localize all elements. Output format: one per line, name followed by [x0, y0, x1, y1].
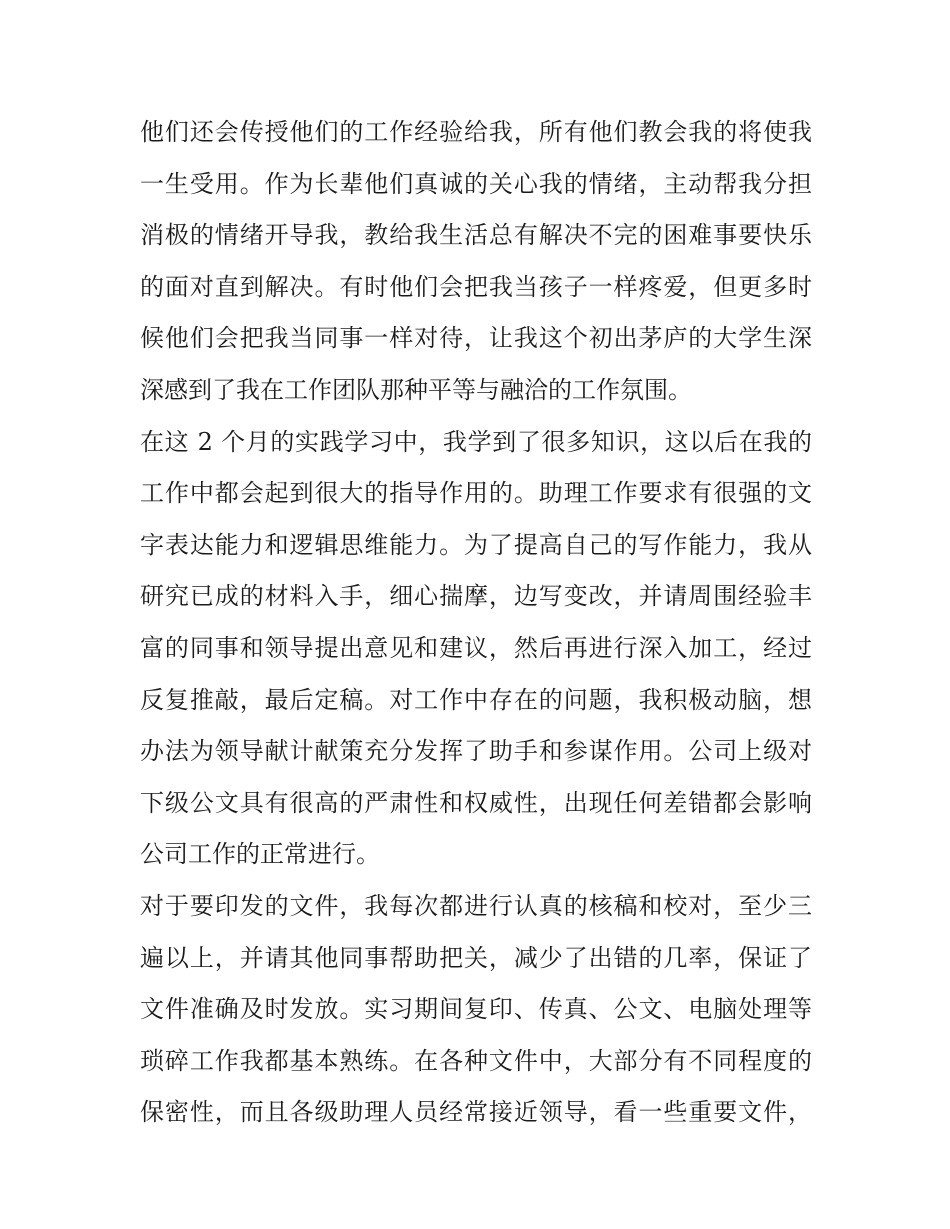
- paragraph-2: [140, 417, 812, 881]
- text-line: 字表达能力和逻辑思维能力。为了提高自己的写作能力，我从: [140, 530, 812, 559]
- text-line: 他们还会传授他们的工作经验给我，所有他们教会我的将使我: [140, 118, 812, 146]
- paragraph-1: [140, 107, 812, 417]
- text-line: 一生受用。作为长辈他们真诚的关心我的情绪，主动帮我分担: [140, 169, 812, 198]
- document-body: [140, 107, 812, 1139]
- text-line: 公司工作的正常进行。: [140, 840, 380, 869]
- text-line: 办法为领导献计献策充分发挥了助手和参谋作用。公司上级对: [140, 737, 812, 766]
- text-line: 反复推敲，最后定稿。对工作中存在的问题，我积极动脑，想: [140, 685, 812, 714]
- paragraph-3: [140, 881, 812, 1139]
- text-line: 对于要印发的文件，我每次都进行认真的核稿和校对，至少三: [140, 891, 812, 920]
- text-line: 遍以上，并请其他同事帮助把关，减少了出错的几率，保证了: [140, 943, 812, 972]
- text-line: 候他们会把我当同事一样对待，让我这个初出茅庐的大学生深: [140, 324, 812, 353]
- text-line: 保密性，而且各级助理人员经常接近领导，看一些重要文件，: [140, 1098, 812, 1127]
- text-line: 琐碎工作我都基本熟练。在各种文件中，大部分有不同程度的: [140, 1046, 812, 1075]
- text-line: 研究已成的材料入手，细心揣摩，边写变改，并请周围经验丰: [140, 582, 812, 611]
- text-line: 深感到了我在工作团队那种平等与融洽的工作氛围。: [140, 375, 692, 404]
- text-line: 的面对直到解决。有时他们会把我当孩子一样疼爱，但更多时: [140, 272, 812, 301]
- text-line: 工作中都会起到很大的指导作用的。助理工作要求有很强的文: [140, 479, 812, 508]
- text-line: 下级公文具有很高的严肃性和权威性，出现任何差错都会影响: [140, 788, 812, 817]
- text-line: 在这 2 个月的实践学习中，我学到了很多知识，这以后在我的: [140, 427, 812, 456]
- text-line: 消极的情绪开导我，教给我生活总有解决不完的困难事要快乐: [140, 221, 812, 250]
- text-line: 文件准确及时发放。实习期间复印、传真、公文、电脑处理等: [140, 995, 812, 1024]
- text-line: 富的同事和领导提出意见和建议，然后再进行深入加工，经过: [140, 633, 812, 662]
